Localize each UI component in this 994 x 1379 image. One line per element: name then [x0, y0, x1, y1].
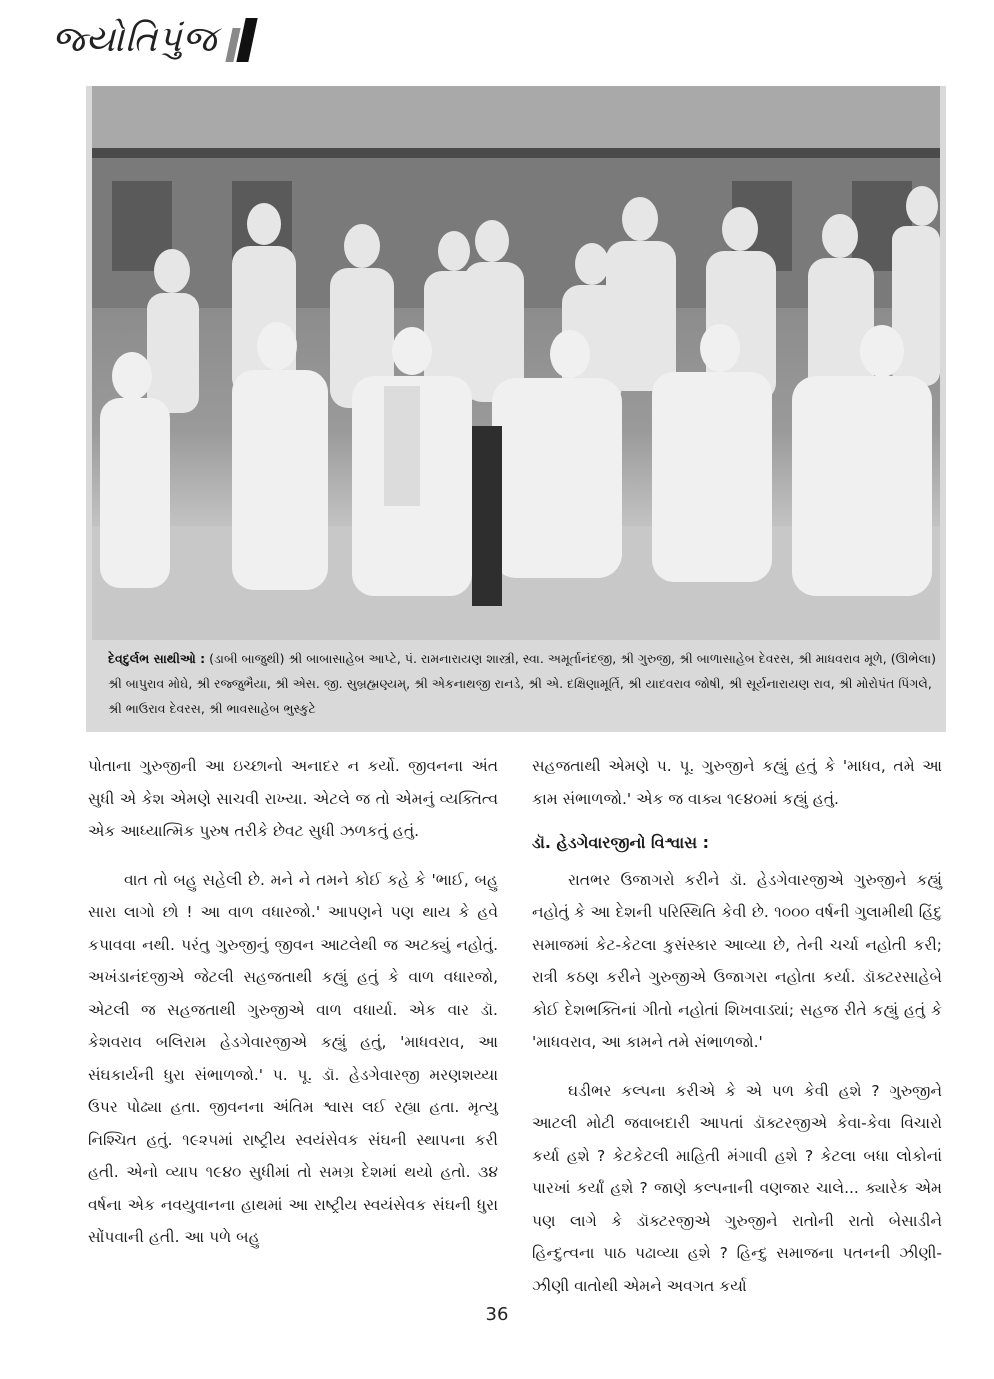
paragraph: ઘડીભર કલ્પના કરીએ કે એ પળ કેવી હશે ? ગુરુજીને આટલી મોટી જવાબદારી આપતાં ડૉક્ટરજીએ કેવા-કેવા વિચારો કર્યા હશે ? કેટકેટલી માહિતી મંગાવી હશે ? કેટલા બધા લોકોનાં પારખાં કર્યાં હશે ? જાણે કલ્પનાની વણજાર ચાલે... ક્યારેક એમ પણ લાગે કે ડૉક્ટરજીએ ગુરુજીને રાતોની રાતો બેસાડીને હિન્દુત્વના પાઠ પઢાવ્યા હશે ? હિન્દુ સમાજના પતનની ઝીણી-ઝીણી વાતોથી એમને અવગત કર્યા [532, 1081, 942, 1295]
photo-caption [108, 646, 938, 721]
caption-text: (ડાબી બાજુથી) શ્રી બાબાસાહેબ આપ્ટે, પં. રામનારાયણ શાસ્ત્રી, સ્વા. અમૂર્તાનંદજી, શ્રી ગુરુજી, શ્રી બાળાસાહેબ દેવરસ, શ્રી માધવરાવ મૂળે, (ઊભેલા) શ્રી બાપુરાવ મોઘે, શ્રી રજ્જુભૈયા, શ્રી એસ. જી. સુબ્રહ્મણ્યમ્, શ્રી એકનાથજી રાનડે, શ્રી એ. દક્ષિણામૂર્તિ, શ્રી યાદવરાવ જોષી, શ્રી સૂર્યનારાયણ રાવ, શ્રી મોરોપંત પિંગલે, શ્રી ભાઉરાવ દેવરસ, શ્રી ભાવસાહેબ ભુસ્કુટે [108, 651, 936, 716]
paragraph: પોતાના ગુરુજીની આ ઇચ્છાનો અનાદર ન કર્યો. જીવનના અંત સુધી એ કેશ એમણે સાચવી રાખ્યા. એટલે જ તો એમનું વ્યક્તિત્વ એક આધ્યાત્મિક પુરુષ તરીકે છેવટ સુધી ઝળકતું હતું. [88, 757, 498, 840]
page-header [52, 18, 253, 62]
magazine-title: જ્યોતિપુંજ [52, 19, 218, 60]
paragraph: વાત તો બહુ સહેલી છે. મને ને તમને કોઈ કહે કે 'ભાઈ, બહુ સારા લાગો છો ! આ વાળ વધારજો.' આપણને પણ થાય કે હવે કપાવવા નથી. પરંતુ ગુરુજીનું જીવન આટલેથી જ અટક્યું નહોતું. અખંડાનંદજીએ જેટલી સહજતાથી કહ્યું હતું કે વાળ વધારજો, એટલી જ સહજતાથી ગુરુજીએ વાળ વધાર્યા. એક વાર ડૉ. કેશવરાવ બલિરામ હેડગેવારજીએ કહ્યું હતું, 'માધવરાવ, આ સંઘકાર્યની ધુરા સંભાળજો.' પ. પૂ. ડૉ. હેડગેવારજી મરણશય્યા ઉપર પોઢ્યા હતા. જીવનના અંતિમ શ્વાસ લઈ રહ્યા હતા. મૃત્યુ નિશ્ચિત હતું. ૧૯૨૫માં રાષ્ટ્રીય સ્વયંસેવક સંઘની સ્થાપના કરી હતી. એનો વ્યાપ ૧૯૪૦ સુધીમાં તો સમગ્ર દેશમાં થયો હતો. ૩૪ વર્ષના એક નવયુવાનના હાથમાં આ રાષ્ટ્રીય સ્વયંસેવક સંઘની ધુરા સોંપવાની હતી. આ પળે બહુ [88, 870, 498, 1246]
group-photo-illustration [92, 86, 940, 640]
section-heading: ડૉ. હેડગેવારજીનો વિશ્વાસ : [532, 833, 710, 852]
paragraph: સહજતાથી એમણે પ. પૂ. ગુરુજીને કહ્યું હતું કે 'માધવ, તમે આ કામ સંભાળજો.' એક જ વાક્ય ૧૯૪૦માં કહ્યું હતું. [532, 757, 942, 808]
paragraph: રાતભર ઉજાગરો કરીને ડૉ. હેડગેવારજીએ ગુરુજીને કહ્યું નહોતું કે આ દેશની પરિસ્થિતિ કેવી છે. ૧૦૦૦ વર્ષની ગુલામીથી હિંદુ સમાજમાં કેટ-કેટલા કુસંસ્કાર આવ્યા છે, તેની ચર્ચા નહોતી કરી; રાત્રી કઠણ કરીને ગુરુજીએ ઉજાગરા નહોતા કર્યા. ડૉક્ટરસાહેબે કોઈ દેશભક્તિનાં ગીતો નહોતાં શિખવાડ્યાં; સહજ રીતે કહ્યું હતું કે 'માધવરાવ, આ કામને તમે સંભાળજો.' [532, 870, 942, 1051]
right-column [532, 750, 942, 1302]
page-number: 36 [485, 1304, 509, 1325]
header-bars-decoration [229, 18, 253, 62]
header-bar-black [237, 18, 258, 62]
caption-label: દેવદુર્લભ સાથીઓ : [108, 651, 206, 666]
photo-block [86, 86, 946, 732]
left-column [88, 750, 498, 1254]
group-photo [92, 86, 940, 640]
